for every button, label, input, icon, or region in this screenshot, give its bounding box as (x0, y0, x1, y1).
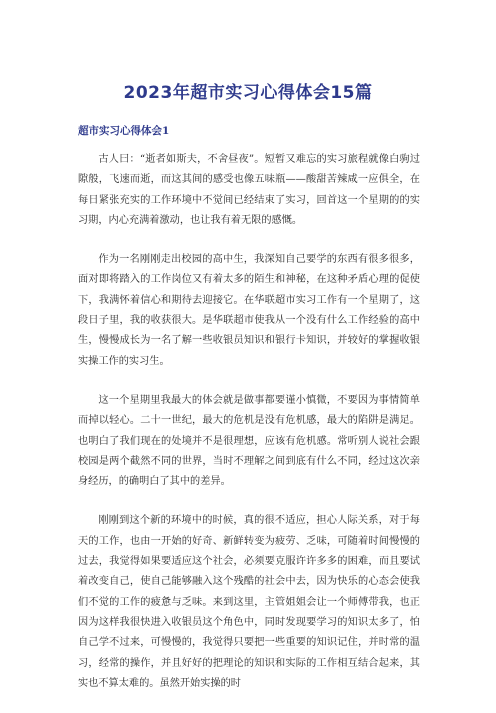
document-body (78, 150, 420, 713)
section-heading: 超市实习心得体会1 (78, 125, 170, 137)
paragraph-4: 刚刚到这个新的环境中的时候，真的很不适应，担心人际关系，对于每天的工作，也由一开始的好奇、新鲜转变为疲劳、乏味，可随着时间慢慢的过去，我觉得如果要适应这个社会，必须要克服许许多多的困难，而且要试着改变自己，使自己能够融入这个残酷的社会中去，因为快乐的心态会使我们不觉的工作的疲惫与乏味。来到这里，主管姐姐会让一个师傅带我，也正因为这样我很快进入收银员这个角色中，同时发现要学习的知识太多了，怕自己学不过来，可慢慢的，我觉得只要把一些重要的知识记住，并时常的温习，经常的操作，并且好好的把理论的知识和实际的工作相互结合起来，其实也不算太难的。虽然开始实操的时 (78, 515, 420, 689)
paragraph-1: 古人曰：“逝者如斯夫，不舍昼夜”。短暂又难忘的实习旅程就像白驹过隙般，飞速而逝，而这其间的感受也像五味瓶——酸甜苦辣咸一应俱全，在每日紧张充实的工作环境中不觉间已经结束了实习，回首这一个星期的的实习期，内心充满着激动，也让我有着无限的感慨。 (78, 154, 420, 226)
paragraph-3: 这一个星期里我最大的体会就是做事都要谨小慎微，不要因为事情简单而掉以轻心。二十一世纪，最大的危机是没有危机感，最大的陷阱是满足。也明白了我们现在的处境并不是很理想，应该有危机感。常听别人说社会跟校园是两个截然不同的世界，当时不理解之间到底有什么不同，经过这次亲身经历，的确明白了其中的差异。 (78, 394, 420, 488)
paragraph-2: 作为一名刚刚走出校园的高中生，我深知自己要学的东西有很多很多，面对即将踏入的工作岗位又有着太多的陌生和神秘，在这种矛盾心理的促使下，我满怀着信心和期待去迎接它。在华联超市实习工作有一个星期了，这段日子里，我的收获很大。是华联超市使我从一个没有什么工作经验的高中生，慢慢成长为一名了解一些收银员知识和银行卡知识，并较好的掌握收银实操工作的实习生。 (78, 254, 420, 367)
document-title: 2023年超市实习心得体会15篇 (123, 83, 373, 103)
